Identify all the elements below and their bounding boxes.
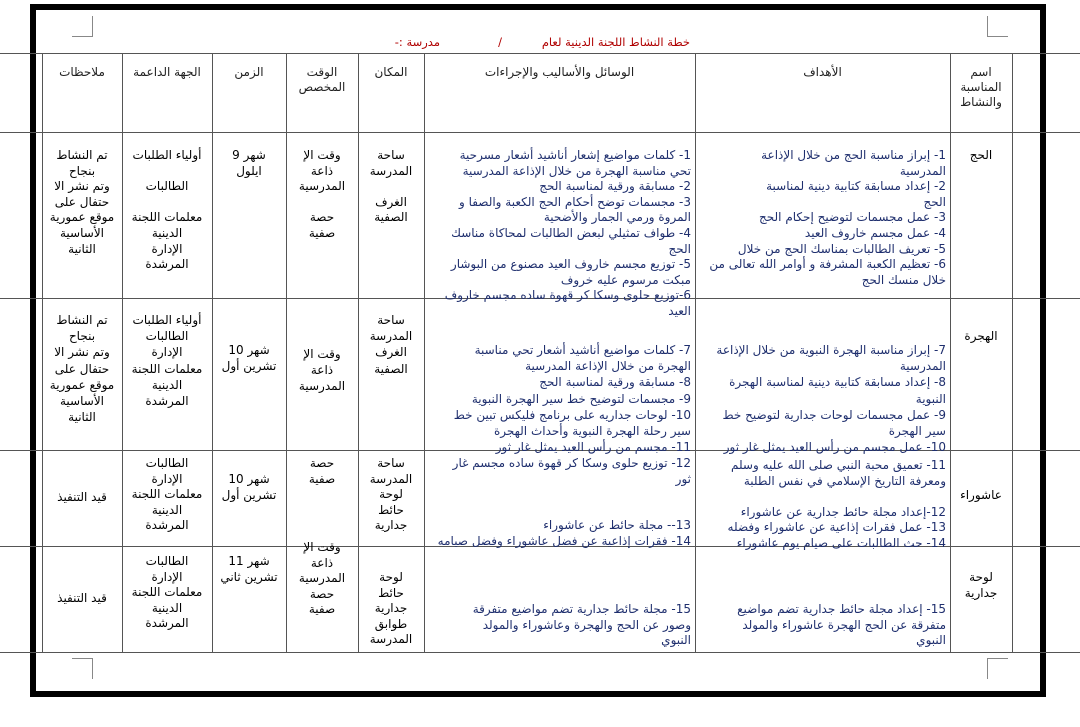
- cell-support: [126, 456, 208, 546]
- header-label: المكان: [374, 65, 408, 79]
- cell-place: [362, 456, 420, 546]
- table-column-divider: [950, 53, 951, 652]
- cell-line: المدرسية: [899, 163, 946, 178]
- cell-line: جدارية: [374, 518, 408, 533]
- header-goals: [697, 65, 948, 130]
- title-main: خطة النشاط اللجنة الدينية لعام: [541, 35, 690, 49]
- cell-line: المدرسة: [369, 163, 413, 178]
- header-means: [426, 65, 693, 130]
- title-school: مدرسة :-: [394, 35, 440, 49]
- cell-line: المدرسية: [298, 379, 346, 394]
- cell-line: الأساسية: [60, 394, 104, 409]
- cell-line: بنجاح: [68, 163, 96, 178]
- cell-line: سير رحلة الهجرة النبوية وأحداث الهجرة: [493, 424, 691, 439]
- cell-line: الدينية: [151, 377, 183, 392]
- cell-line: تشرين أول: [221, 359, 277, 374]
- cell-place: [362, 148, 420, 298]
- cell-line: الوقت: [306, 65, 338, 79]
- cell-time: [216, 472, 282, 546]
- cell-line: الأساسية: [60, 225, 104, 240]
- cell-line: [362, 179, 420, 195]
- cell-line: 5- توزيع مجسم خاروف العيد مصنوع من البوشار: [450, 257, 691, 272]
- cell-line: [428, 487, 691, 503]
- cell-line: جدارية: [374, 601, 408, 616]
- cell-line: الهجرة من خلال الإذاعة المدرسية: [525, 359, 691, 374]
- cell-line: 12-إعداد مجلة حائط جدارية عن عاشوراء: [740, 504, 946, 519]
- cell-line: العيد: [668, 303, 691, 318]
- cell-goals: [699, 458, 946, 550]
- cell-line: الحج: [668, 241, 691, 256]
- header-support: [124, 65, 210, 130]
- table-column-divider: [212, 53, 213, 652]
- cell-line: صفية: [308, 225, 336, 240]
- cell-line: 8- مسابقة ورقية لمناسبة الحج: [539, 375, 691, 390]
- cell-line: الصفية: [374, 210, 408, 225]
- cell-line: المرشدة: [145, 518, 189, 533]
- cell-line: المدرسة: [369, 471, 413, 486]
- cell-line: ذاعة: [310, 163, 334, 178]
- header-time-alloc: [288, 65, 356, 130]
- cell-line: شهر 11: [228, 554, 270, 568]
- cell-line: ومعرفة التاريخ الإسلامي في نفس الطلبة: [743, 473, 946, 488]
- cell-line: حصة: [309, 210, 335, 225]
- table-column-divider: [1012, 53, 1013, 652]
- table-column-divider: [122, 53, 123, 652]
- cell-line: 9- مجسمات لتوضيح خط سير الهجرة النبوية: [471, 391, 691, 406]
- cell-line: ثور: [675, 471, 691, 486]
- cell-line: 11- تعميق محبة النبي صلى الله عليه وسلم: [730, 458, 946, 472]
- cell-line: معلمات اللجنة: [131, 487, 203, 502]
- cell-line: عاشوراء: [960, 488, 1002, 502]
- cell-support: [126, 312, 208, 450]
- cell-line: بنجاح: [68, 329, 96, 344]
- cell-time: [216, 554, 282, 652]
- cell-line: 9- عمل مجسمات لوحات جدارية لتوضيح خط: [722, 407, 946, 422]
- cell-line: 3- عمل مجسمات لتوضيح إحكام الحج: [759, 210, 946, 225]
- cell-line: وقت الإ: [303, 148, 341, 162]
- cell-line: الدينية: [151, 600, 183, 615]
- cell-line: شهر 10: [228, 343, 270, 357]
- cell-line: سير الهجرة: [888, 424, 946, 439]
- cell-line: مبكت مرسوم عليه خروف: [560, 272, 691, 287]
- cell-line: الإدارة: [151, 569, 183, 584]
- cell-time: [216, 342, 282, 450]
- cell-time-alloc: [290, 346, 354, 450]
- header-label: الزمن: [234, 65, 264, 79]
- cell-line: وقت الإ: [303, 540, 341, 554]
- title-slash: /: [498, 35, 502, 49]
- header-label: الجهة الداعمة: [133, 65, 201, 79]
- cell-line: تم النشاط: [56, 313, 108, 327]
- cell-line: 6-توزيع حلوى وسكا كر قهوة ساده مجسم خاروف: [444, 288, 691, 303]
- cell-line: ذاعة: [310, 363, 334, 378]
- cell-line: قيد التنفيذ: [57, 490, 107, 504]
- cell-line: تحي مناسبة الهجرة من خلال الإذاعة المدرسية: [462, 163, 691, 178]
- cell-line: 14- فقرات إذاعية عن فضل عاشوراء وفضل صيامه: [437, 533, 691, 548]
- cell-line: المرشدة: [145, 394, 189, 409]
- cell-line: النبوي: [661, 633, 691, 648]
- table-column-divider: [286, 53, 287, 652]
- cell-line: المدرسية: [298, 571, 346, 586]
- cell-time: [216, 148, 282, 298]
- cell-line: 4- عمل مجسم خاروف العيد: [804, 225, 946, 240]
- cell-goals: [699, 148, 946, 298]
- cell-line: تم النشاط: [56, 148, 108, 162]
- cell-line: 15- مجلة حائط جدارية تضم مواضيع متفرقة: [472, 602, 691, 616]
- cell-line: 4- طواف تمثيلي لبعض الطالبات لمحاكاة مناسك: [451, 225, 691, 240]
- cell-means: [428, 148, 691, 318]
- cell-means: [428, 456, 691, 546]
- table-row-divider: [0, 132, 1080, 133]
- cell-line: أولياء الطلبات: [132, 148, 202, 162]
- cell-line: لوحة: [969, 570, 993, 584]
- cell-line: معلمات اللجنة: [131, 210, 203, 225]
- cell-line: اسم: [970, 65, 992, 79]
- cell-line: خلال منسك الحج: [861, 272, 946, 287]
- cell-line: حتفال على: [54, 361, 110, 376]
- cell-line: النبوي: [916, 633, 946, 648]
- cell-line: 10- لوحات جداريه على برنامج فليكس تبين خط: [453, 407, 691, 422]
- cell-line: ساحة: [377, 313, 405, 327]
- cell-place: [362, 570, 420, 652]
- cell-line: صفية: [308, 602, 336, 617]
- cell-line: معلمات اللجنة: [131, 585, 203, 600]
- cell-line: ذاعة: [310, 555, 334, 570]
- cell-line: الطالبات: [145, 554, 189, 568]
- cell-line: [126, 195, 208, 211]
- cell-time-alloc: [290, 540, 354, 652]
- cell-line: حتفال على: [54, 194, 110, 209]
- header-time: [214, 65, 284, 130]
- cell-line: حائط: [378, 585, 404, 600]
- table-column-divider: [424, 53, 425, 652]
- cell-line: الثانية: [68, 241, 96, 256]
- cell-line: الصفية: [374, 361, 408, 376]
- cell-line: صفية: [308, 471, 336, 486]
- table-row-divider: [0, 53, 1080, 54]
- cell-notes: [46, 591, 118, 652]
- cell-line: المدرسية: [298, 179, 346, 194]
- cell-line: متفرقة عن الحج الهجرة عاشوراء والمولد: [742, 617, 946, 632]
- cell-line: الإدارة: [151, 241, 183, 256]
- cell-line: [290, 195, 354, 211]
- cell-line: حصة: [309, 586, 335, 601]
- cell-line: المرشدة: [145, 257, 189, 272]
- cell-line: الغرف: [375, 345, 407, 360]
- cell-line: 1- كلمات مواضيع إشعار أناشيد أشعار مسرحية: [459, 148, 691, 162]
- table-column-divider: [695, 53, 696, 652]
- cell-line: 8- إعداد مسابقة كتابية دينية لمناسبة الهجرة: [729, 375, 946, 390]
- cell-line: الغرف: [375, 194, 407, 209]
- cell-line: قيد التنفيذ: [57, 591, 107, 605]
- cell-line: تشرين أول: [221, 487, 277, 502]
- cell-line: الطالبات: [145, 179, 189, 194]
- cell-notes: [46, 312, 118, 450]
- header-label: ملاحظات: [59, 65, 105, 79]
- cell-line: شهر 10: [228, 472, 270, 486]
- cell-line: ساحة: [377, 456, 405, 470]
- cell-line: 6- تعظيم الكعبة المشرفة و أوامر الله تعالى من: [709, 257, 946, 272]
- cell-line: [699, 489, 946, 505]
- cell-means: [428, 602, 691, 652]
- cell-line: حائط: [378, 502, 404, 517]
- cell-line: ايلول: [236, 163, 262, 178]
- cell-line: الدينية: [151, 502, 183, 517]
- cell-line: أولياء الطلبات: [132, 313, 202, 327]
- cell-line: 13- عمل فقرات إذاعية عن عاشوراء وفضله: [727, 520, 946, 535]
- cell-line: الحج: [969, 148, 993, 162]
- cell-line: المخصص: [298, 80, 346, 94]
- cell-line: 15- إعداد مجلة حائط جدارية تضم مواضيع: [737, 602, 946, 616]
- cell-line: طوابق: [374, 616, 408, 631]
- cell-goals: [699, 602, 946, 652]
- cell-line: 11- مجسم من رأس العيد يمثل غار ثور: [495, 440, 691, 455]
- cell-line: 7- إبراز مناسبة الهجرة النبوية من خلال الإذاعة: [716, 343, 946, 357]
- cell-place: [362, 312, 420, 450]
- cell-line: 14- حث الطالبات على صيام يوم عاشوراء: [736, 535, 946, 550]
- cell-support: [126, 554, 208, 652]
- cell-event: [954, 148, 1008, 298]
- cell-time-alloc: [290, 148, 354, 298]
- cell-line: لوحة: [379, 487, 403, 502]
- cell-line: المناسبة: [960, 80, 1002, 94]
- cell-event: [954, 488, 1008, 546]
- cell-line: الطالبات: [145, 329, 189, 344]
- cell-line: والنشاط: [960, 95, 1002, 109]
- cell-line: الحج: [923, 194, 946, 209]
- header-place: [360, 65, 422, 130]
- cell-line: 13-- مجلة حائط عن عاشوراء: [543, 518, 691, 533]
- cell-goals: [699, 342, 946, 455]
- cell-line: المدرسة: [369, 632, 413, 647]
- cell-line: المرشدة: [145, 616, 189, 631]
- header-label: الأهداف: [803, 65, 842, 79]
- cell-line: موقع عمورية: [49, 210, 115, 225]
- cell-notes: [46, 148, 118, 298]
- cell-line: الدينية: [151, 225, 183, 240]
- cell-line: 2- مسابقة ورقية لمناسبة الحج: [539, 179, 691, 194]
- cell-event: [954, 328, 1008, 450]
- cell-line: 12- توزيع حلوى وسكا كر قهوة ساده مجسم غار: [452, 456, 691, 470]
- cell-line: 2- إعداد مسابقة كتابية دينية لمناسبة: [766, 179, 946, 194]
- cell-line: 10- عمل مجسم من رأس العيد يمثل غار ثور: [723, 440, 946, 455]
- header-event: [952, 65, 1010, 130]
- cell-line: 5- تعريف الطالبات بمناسك الحج من خلال: [737, 241, 946, 256]
- cell-line: [126, 164, 208, 180]
- cell-line: وتم نشر الا: [54, 179, 110, 194]
- cell-line: تشرين ثاني: [220, 569, 278, 584]
- cell-line: جدارية: [964, 585, 998, 600]
- cell-time-alloc: [290, 456, 354, 546]
- cell-line: ساحة: [377, 148, 405, 162]
- cell-line: وصور عن الحج والهجرة وعاشوراء والمولد: [482, 617, 691, 632]
- cell-line: الثانية: [68, 410, 96, 425]
- cell-line: [428, 503, 691, 519]
- cell-line: الطالبات: [145, 456, 189, 470]
- header-label: الوسائل والأساليب والإجراءات: [484, 65, 635, 79]
- cell-line: 1- إبراز مناسبة الحج من خلال الإذاعة: [761, 148, 946, 162]
- cell-line: لوحة: [379, 570, 403, 584]
- cell-event: [954, 570, 1008, 652]
- cell-line: معلمات اللجنة: [131, 361, 203, 376]
- header-notes: [44, 65, 120, 130]
- cell-line: الإدارة: [151, 345, 183, 360]
- cell-line: شهر 9: [232, 148, 266, 162]
- cell-line: المدرسة: [369, 329, 413, 344]
- cell-line: الإدارة: [151, 471, 183, 486]
- cell-line: 3- مجسمات توضح أحكام الحج الكعبة والصفا و: [458, 194, 691, 209]
- cell-notes: [46, 490, 118, 546]
- cell-line: 7- كلمات مواضيع أناشيد أشعار تحي مناسبة: [474, 343, 691, 357]
- cell-line: حصة: [309, 456, 335, 470]
- cell-line: الهجرة: [964, 329, 998, 343]
- cell-means: [428, 342, 691, 455]
- cell-line: وتم نشر الا: [54, 345, 110, 360]
- cell-line: وقت الإ: [303, 347, 341, 361]
- table-column-divider: [42, 53, 43, 652]
- table-row-divider: [0, 652, 1080, 653]
- cell-line: النبوية: [915, 391, 946, 406]
- table-column-divider: [358, 53, 359, 652]
- cell-line: المروة ورمي الجمار والأضحية: [543, 210, 691, 225]
- cell-support: [126, 148, 208, 298]
- cell-line: موقع عمورية: [49, 377, 115, 392]
- cell-line: المدرسية: [899, 359, 946, 374]
